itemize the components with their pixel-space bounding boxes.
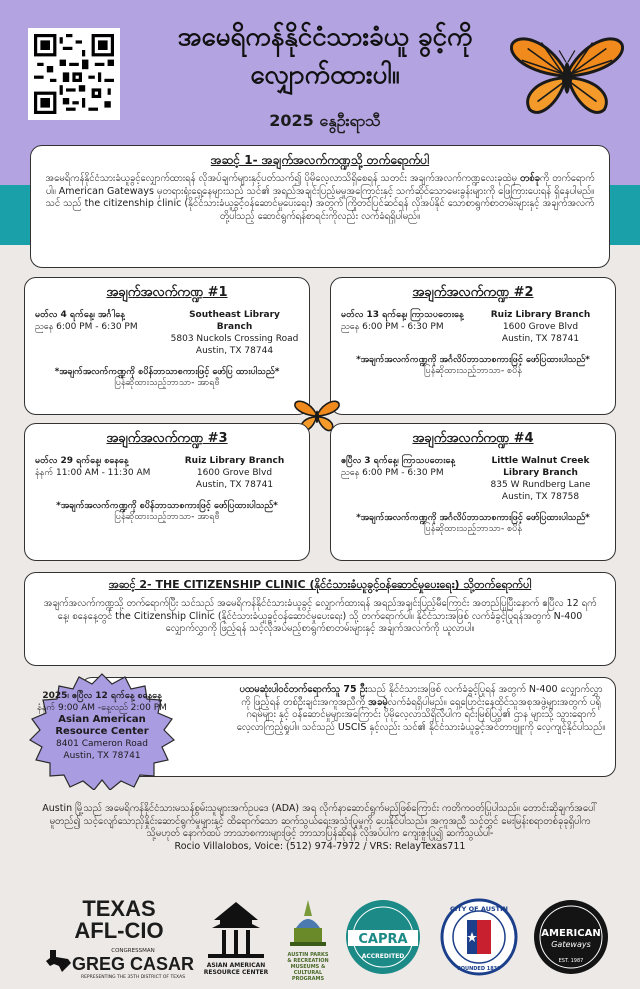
session-date: ဧပြီလ 3 ရက်နေ့၊ ကြာသပတေးနေ့ <box>341 456 456 466</box>
session-language-note: *အချက်အလက်ကဏ္ဍကို စပိန်ဘာသာစကားဖြင့် ဖော်ပြ ထားပါသည်* <box>54 367 280 377</box>
city-seal-icon <box>440 898 518 976</box>
svg-text:AMERICAN: AMERICAN <box>541 928 601 939</box>
page-title: အမေရိကန်နိုင်ငံသားခံယူ ခွင့်ကို လျှောက်ထားပါ။ <box>177 22 473 90</box>
session-address: 1600 Grove Blvd <box>502 322 579 332</box>
session-city: Austin, TX 78758 <box>501 492 580 502</box>
svg-text:FOUNDED 1839: FOUNDED 1839 <box>457 966 501 972</box>
session-place: Little Walnut Creek Library Branch <box>491 456 590 478</box>
session-language-note: *အချက်အလက်ကဏ္ဍကို အင်္ဂလိပ်ဘာသာစကားဖြင့် ဖော်ပြထားပါသည်* <box>356 513 590 523</box>
session-title: အချက်အလက်ကဏ္ဍ #4 <box>412 431 534 446</box>
clinic-city: Austin, TX 78741 <box>63 751 141 761</box>
session-card-4 <box>330 423 616 561</box>
session-date: မတ်လ 29 ရက်နေ့၊ စနေနေ့ <box>35 456 129 466</box>
svg-text:Gateways: Gateways <box>551 940 591 949</box>
session-title: အချက်အလက်ကဏ္ဍ #2 <box>412 285 534 300</box>
clinic-address: 8401 Cameron Road <box>55 739 149 749</box>
american-gateways-logo <box>532 898 610 976</box>
season-subtitle: 2025 နွေဦးရာသီ <box>269 111 381 130</box>
session-address: 835 W Rundberg Lane <box>490 480 591 490</box>
svg-text:CAPRA: CAPRA <box>358 932 408 947</box>
capra-accredited-logo <box>344 898 422 976</box>
aarc-logo: ASIAN AMERICAN RESOURCE CENTER <box>198 898 274 980</box>
session-date: မတ်လ 13 ရက်နေ့၊ ကြာသပတေးနေ့ <box>341 310 464 320</box>
qr-code-icon <box>34 34 114 114</box>
clinic-description: ပထမဆုံးပါဝင်တက်ရောက်သူ 75 ဦးသည် နိုင်ငံသားအဖြစ် လက်ခံခွင့်ပြုရန် အတွက် N-400 လျှောက်လွှာကို ဖြည့်ရန် တစ်ဦးချင်းအကူအညီကို အခမဲ့လက်ခံရရှိပါမည်။ ရှေ့ပြောင်းနေထိုင်သူအစုအဖွဲ့များအတွက် ပရိုဂရမ်များ နှင့် ဝန်ဆောင်မှုများအကြောင်း ပိုမိုလေ့လာသိရှိလိုပါက ရင်းမြစ်ပြပွဲ၏ ဌာန များသို့ သွားရောက်လေ့လာကြည့်ရှုပါ။ သင်သည် USCIS နှင့်လည်း သင်၏ နိုင်ငံသားခံယူခွင့်အင်တာဗျူးကို လေ့ကျင့်နိုင်ပါသည်။ <box>236 684 606 733</box>
session-date: မတ်လ 4 ရက်နေ့၊ အင်္ဂါနေ့ <box>35 310 125 320</box>
ada-text: Austin မြို့သည် အမေရိကန်နိုင်ငံသားမသန်စွမ်းသူများအက်ဥပဒေ (ADA) အရ လိုက်နာဆောင်ရွက်မည်ဖြစ်ကြောင်း ကတိကဝတ်ပြုပါသည်။ တောင်းဆိုချက်အပေါ်မူတည်၍ သင့်လျော်သောညှိနှိုင်းဆောင်ရွက်မှုများနှင့် ထိရောက်သော ဆက်သွယ်ရေးအသုံးပြုမှုကို ပေးနိုင်ပါသည်။ အကူအညီ သင့်တွင် မေးမြန်းစရာတစ်ခုခုရှိပါက သို့မဟုတ် နောက်ထပ် ဘာသာစကားများဖြင့် ဘာသာပြန်ဆိုရန် လိုအပ်ပါက ကျေးဇူးပြု၍ ဆက်သွယ်ပါ- <box>42 803 598 839</box>
svg-text:ACCREDITED: ACCREDITED <box>361 953 405 960</box>
austin-parks-logo: AUSTIN PARKS & RECREATION MUSEUMS & CULTURAL PROGRAMS <box>286 898 330 980</box>
session-interpretation: ပြန်ဆိုထားသည့်ဘာသာ- အာရဗီ <box>114 378 220 388</box>
clinic-time: နံနက် 9:00 AM -နေ့လည် 2:00 PM <box>37 703 167 713</box>
session-city: Austin, TX 78744 <box>195 346 274 356</box>
session-place: Ruiz Library Branch <box>490 310 591 320</box>
clinic-date-burst <box>24 672 180 790</box>
session-place: Ruiz Library Branch <box>184 456 285 466</box>
clinic-venue: Asian American Resource Center <box>55 714 149 737</box>
step2-card <box>24 572 616 666</box>
session-city: Austin, TX 78741 <box>195 480 274 490</box>
clinic-date: 2025၊ ဧပြီလ 12 ရက်နေ့ စနေနေ့ <box>42 691 162 701</box>
capra-seal-icon <box>344 898 422 976</box>
session-card-1 <box>24 277 310 415</box>
session-title: အချက်အလက်ကဏ္ဍ #1 <box>106 285 228 300</box>
texas-map-icon <box>44 950 72 972</box>
session-language-note: *အချက်အလက်ကဏ္ဍကို အင်္ဂလိပ်ဘာသာစကားဖြင့် ဖော်ပြထားပါသည်* <box>356 355 590 365</box>
session-address: 5803 Nuckols Crossing Road <box>170 334 299 344</box>
session-title: အချက်အလက်ကဏ္ဍ #3 <box>106 431 228 446</box>
capitol-icon <box>286 898 330 948</box>
sponsor-logos <box>0 890 640 989</box>
session-card-2 <box>330 277 616 415</box>
session-time: ညနေ 6:00 PM - 6:30 PM <box>341 322 444 332</box>
step1-title: အဆင့် 1- အချက်အလက်ကဏ္ဍသို့ တက်ရောက်ပါ <box>210 153 430 167</box>
session-interpretation: ပြန်ဆိုထားသည့်ဘာသာ- စပိန် <box>424 524 522 534</box>
session-city: Austin, TX 78741 <box>501 334 580 344</box>
svg-text:CITY OF AUSTIN: CITY OF AUSTIN <box>450 905 508 913</box>
svg-text:EST. 1987: EST. 1987 <box>558 958 584 964</box>
session-interpretation: ပြန်ဆိုထားသည့်ဘာသာ- အာရဗီ <box>114 512 220 522</box>
pagoda-icon <box>198 898 274 958</box>
session-language-note: *အချက်အလက်ကဏ္ဍကို စပိန်ဘာသာစကားဖြင့် ဖော်ပြထားပါသည်* <box>56 501 278 511</box>
step1-card <box>30 145 610 268</box>
american-gateways-seal-icon <box>532 898 610 976</box>
qr-code[interactable] <box>28 28 120 120</box>
session-card-3 <box>24 423 310 561</box>
texas-aflcio-casar-logo: TEXAS AFL-CIO CONGRESSMAN GREG CASAR REPRESENTING THE 35TH DISTRICT OF TEXAS <box>44 898 194 978</box>
step2-body: အချက်အလက်ကဏ္ဍသို့ တက်ရောက်ပြီး သင်သည် အမေရိကန်နိုင်ငံသားခံယူခွင့် လျှောက်ထားရန် အရည်အချင်းပြည့်မီကြောင်း အတည်ပြုပြီးနောက် ဧပြီလ 12 ရက်နေ့၊ စနေနေ့တွင် the Citizenship Clinic (နိုင်ငံသားခံယူခွင့်ဝန်ဆောင်မှုပေးရေး) သို့ တက်ရောက်ပါ။ နိုင်ငံသားအဖြစ် လက်ခံခွင့်ပြုရန်အတွက် N-400 လျှောက်လွှာကို ဖြည့်ရန် သင့်လိုအပ်မည့်စာရွက်စာတမ်းများနှင့် အချက်အလက်ကို ယူလာပါ။ <box>43 598 597 634</box>
session-time: ညနေ 6:00 PM - 6:30 PM <box>35 322 138 332</box>
step1-body: အမေရိကန်နိုင်ငံသားခံယူခွင့်လျှောက်ထားရန် လိုအပ်ချက်များနှင့်ပတ်သက်၍ ပိုမိုလေ့လာသိရှိစေရန် သတင်း အချက်အလက်ကဏ္ဍလေးခုထဲမှ တစ်ခုကို တက်ရောက်ပါ။ American Gateways မှတရားရုံးရှေ့နေများသည် သင်၏ အရည်အချင်းပြည့်မမှုအကြောင်းနှင့် သက်ဆိုင်သောမေးခွန်းများကို ဖြေကြားပေးရန် ရှိနေပါမည်။ သင် သည် the citizenship clinic (နိုင်ငံသားခံယူခွင့်ဝန်ဆောင်မှုပေးရေး) အတွက် ကြိုတင်ပြင်ဆင်ရန် လိုအပ်နိုင် သောစာရွက်စာတမ်းများနှင့် အချက်အလက်တို့ပါသည့် ဆောင်ရွက်ရန်စာရင်းကိုလည်း လက်ခံရရှိပါမည်။ <box>45 173 595 222</box>
monarch-butterfly-icon <box>508 30 626 122</box>
session-interpretation: ပြန်ဆိုထားသည့်ဘာသာ- စပိန် <box>424 366 522 376</box>
session-address: 1600 Grove Blvd <box>196 468 273 478</box>
session-time: နံနက် 11:00 AM - 11:30 AM <box>35 468 151 478</box>
session-time: ညနေ 6:00 PM - 6:30 PM <box>341 468 444 478</box>
ada-notice <box>36 803 604 853</box>
ada-contact: Rocio Villalobos, Voice: (512) 974-7972 / VRS: RelayTexas711 <box>174 840 466 852</box>
session-place: Southeast Library Branch <box>189 310 280 332</box>
step2-title: အဆင့် 2- THE CITIZENSHIP CLINIC (နိုင်ငံသားခံယူခွင့်ဝန်ဆောင်မှုပေးရေး) သို့တက်ရောက်ပါ <box>108 578 532 591</box>
city-of-austin-seal <box>440 898 518 976</box>
